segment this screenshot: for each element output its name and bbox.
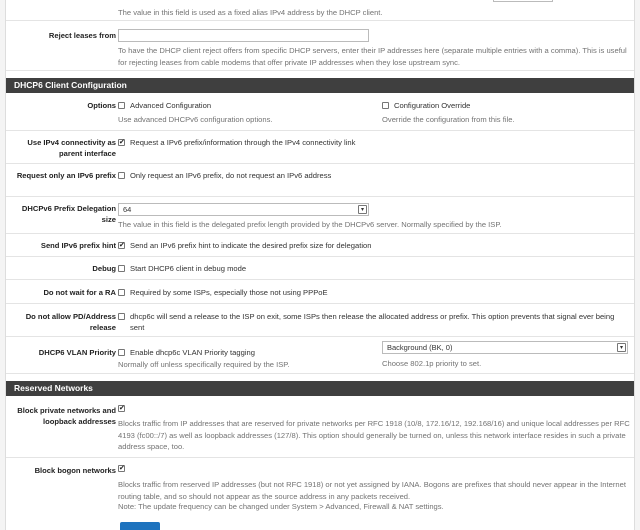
ipv4-connectivity-row: [6, 131, 634, 164]
prefix-only-box[interactable]: [118, 172, 125, 179]
delegation-size-label: DHCPv6 Prefix Delegation size: [21, 204, 116, 224]
vlan-priority-label: DHCP6 VLAN Priority: [38, 348, 116, 357]
debug-box[interactable]: [118, 265, 125, 272]
ipv4-connectivity-box[interactable]: [118, 139, 125, 146]
chevron-down-icon[interactable]: ▾: [358, 205, 367, 214]
chevron-down-icon[interactable]: ▾: [617, 343, 626, 352]
delegation-size-value: 64: [123, 205, 132, 214]
reserved-networks-header: Reserved Networks: [6, 381, 634, 396]
prefix-only-text: Only request an IPv6 prefix, do not request an IPv6 address: [130, 171, 332, 180]
delegation-size-row: [6, 197, 634, 234]
reject-leases-label: Reject leases from: [48, 31, 116, 40]
vlan-priority-row: [6, 337, 634, 374]
block-bogon-help: Blocks traffic from reserved IP addresses (but not RFC 1918) or not yet assigned by IANA. Bogons are prefixes that should never appear in the Internet routing table, and so should not appear as the source address in any packets received.: [118, 480, 626, 501]
vlan-priority-help: Normally off unless specifically required by the ISP.: [118, 360, 290, 369]
block-bogon-label: Block bogon networks: [34, 466, 116, 475]
block-private-box[interactable]: [118, 405, 125, 412]
interface-settings-panel: [5, 0, 635, 530]
prefix-hint-text: Send an IPv6 prefix hint to indicate the desired prefix size for delegation: [130, 241, 372, 250]
vlan-priority-text: Enable dhcp6c VLAN Priority tagging: [130, 348, 255, 357]
vlan-select-help: Choose 802.1p priority to set.: [382, 359, 482, 368]
debug-label: Debug: [92, 264, 116, 273]
block-bogon-note: Note: The update frequency can be changed under System > Advanced, Firewall & NAT settings.: [118, 502, 444, 511]
debug-text: Start DHCP6 client in debug mode: [130, 264, 247, 273]
block-private-row: [6, 396, 634, 458]
block-private-help: Blocks traffic from IP addresses that are reserved for private networks per RFC 1918 (10/8, 172.16/12, 192.168/16) and unique local addresses per RFC 4193 (fc00::/7) as well as loopback addresses (127/8). This option should generally be turned on, unless this network interface resides in such a private address space, too.: [118, 419, 630, 451]
no-wait-ra-box[interactable]: [118, 289, 125, 296]
block-bogon-box[interactable]: [118, 465, 125, 472]
alias-address-row: [6, 0, 634, 21]
no-wait-ra-checkbox[interactable]: [118, 287, 328, 298]
alias-help-text: The value in this field is used as a fixed alias IPv4 address by the DHCP client.: [118, 8, 383, 17]
reject-leases-row: [6, 21, 634, 71]
advanced-config-checkbox[interactable]: [118, 100, 211, 111]
no-release-text: dhcp6c will send a release to the ISP on exit, some ISPs then release the allocated address or prefix. This option prevents that signal ever being sent: [130, 312, 615, 332]
reject-leases-input[interactable]: [118, 29, 369, 42]
no-release-checkbox[interactable]: [118, 311, 628, 333]
options-label: Options: [87, 101, 116, 110]
reject-leases-help: To have the DHCP client reject offers from specific DHCP servers, enter their IP addresses here (separate multiple entries with a comma). This is useful for rejecting leases from cable modems that offer private IP addresses when they lose upstream sync.: [118, 46, 627, 67]
prefix-hint-box[interactable]: [118, 242, 125, 249]
debug-checkbox[interactable]: [118, 263, 246, 274]
delegation-size-help: The value in this field is the delegated prefix length provided by the DHCPv6 server. Normally specified by the ISP.: [118, 220, 502, 229]
dhcp6-section-header: DHCP6 Client Configuration: [6, 78, 634, 93]
config-override-text: Configuration Override: [394, 101, 471, 110]
ipv4-connectivity-label: Use IPv4 connectivity as parent interface: [27, 138, 116, 158]
no-wait-ra-label: Do not wait for a RA: [43, 288, 116, 297]
block-private-label: Block private networks and loopback addresses: [17, 406, 116, 426]
no-release-row: [6, 304, 634, 337]
ipv4-connectivity-text: Request a IPv6 prefix/information through the IPv4 connectivity link: [130, 138, 356, 147]
prefix-hint-row: [6, 234, 634, 257]
delegation-size-select[interactable]: [118, 203, 369, 216]
no-release-label: Do not allow PD/Address release: [25, 312, 116, 332]
prefix-only-label: Request only an IPv6 prefix: [16, 171, 116, 180]
vlan-priority-select[interactable]: [382, 341, 628, 354]
config-override-help: Override the configuration from this file.: [382, 115, 515, 124]
vlan-priority-checkbox[interactable]: [118, 347, 255, 358]
advanced-config-help: Use advanced DHCPv6 configuration options.: [118, 115, 273, 124]
debug-row: [6, 257, 634, 280]
block-private-checkbox[interactable]: [118, 405, 130, 412]
prefix-hint-label: Send IPv6 prefix hint: [40, 241, 116, 250]
block-bogon-checkbox[interactable]: [118, 465, 130, 472]
no-wait-ra-row: [6, 280, 634, 304]
prefix-only-row: [6, 164, 634, 197]
advanced-config-text: Advanced Configuration: [130, 101, 212, 110]
save-button[interactable]: [120, 522, 160, 530]
config-override-box[interactable]: [382, 102, 389, 109]
alias-subnet-select[interactable]: [493, 0, 553, 2]
block-bogon-row: [6, 458, 634, 516]
options-row: [6, 93, 634, 131]
config-override-checkbox[interactable]: [382, 100, 470, 111]
prefix-only-checkbox[interactable]: [118, 170, 331, 181]
ipv4-connectivity-checkbox[interactable]: [118, 137, 355, 148]
vlan-priority-box[interactable]: [118, 349, 125, 356]
advanced-config-box[interactable]: [118, 102, 125, 109]
no-wait-ra-text: Required by some ISPs, especially those not using PPPoE: [130, 288, 328, 297]
prefix-hint-checkbox[interactable]: [118, 240, 371, 251]
vlan-priority-select-value: Background (BK, 0): [387, 343, 453, 352]
no-release-box[interactable]: [118, 313, 125, 320]
